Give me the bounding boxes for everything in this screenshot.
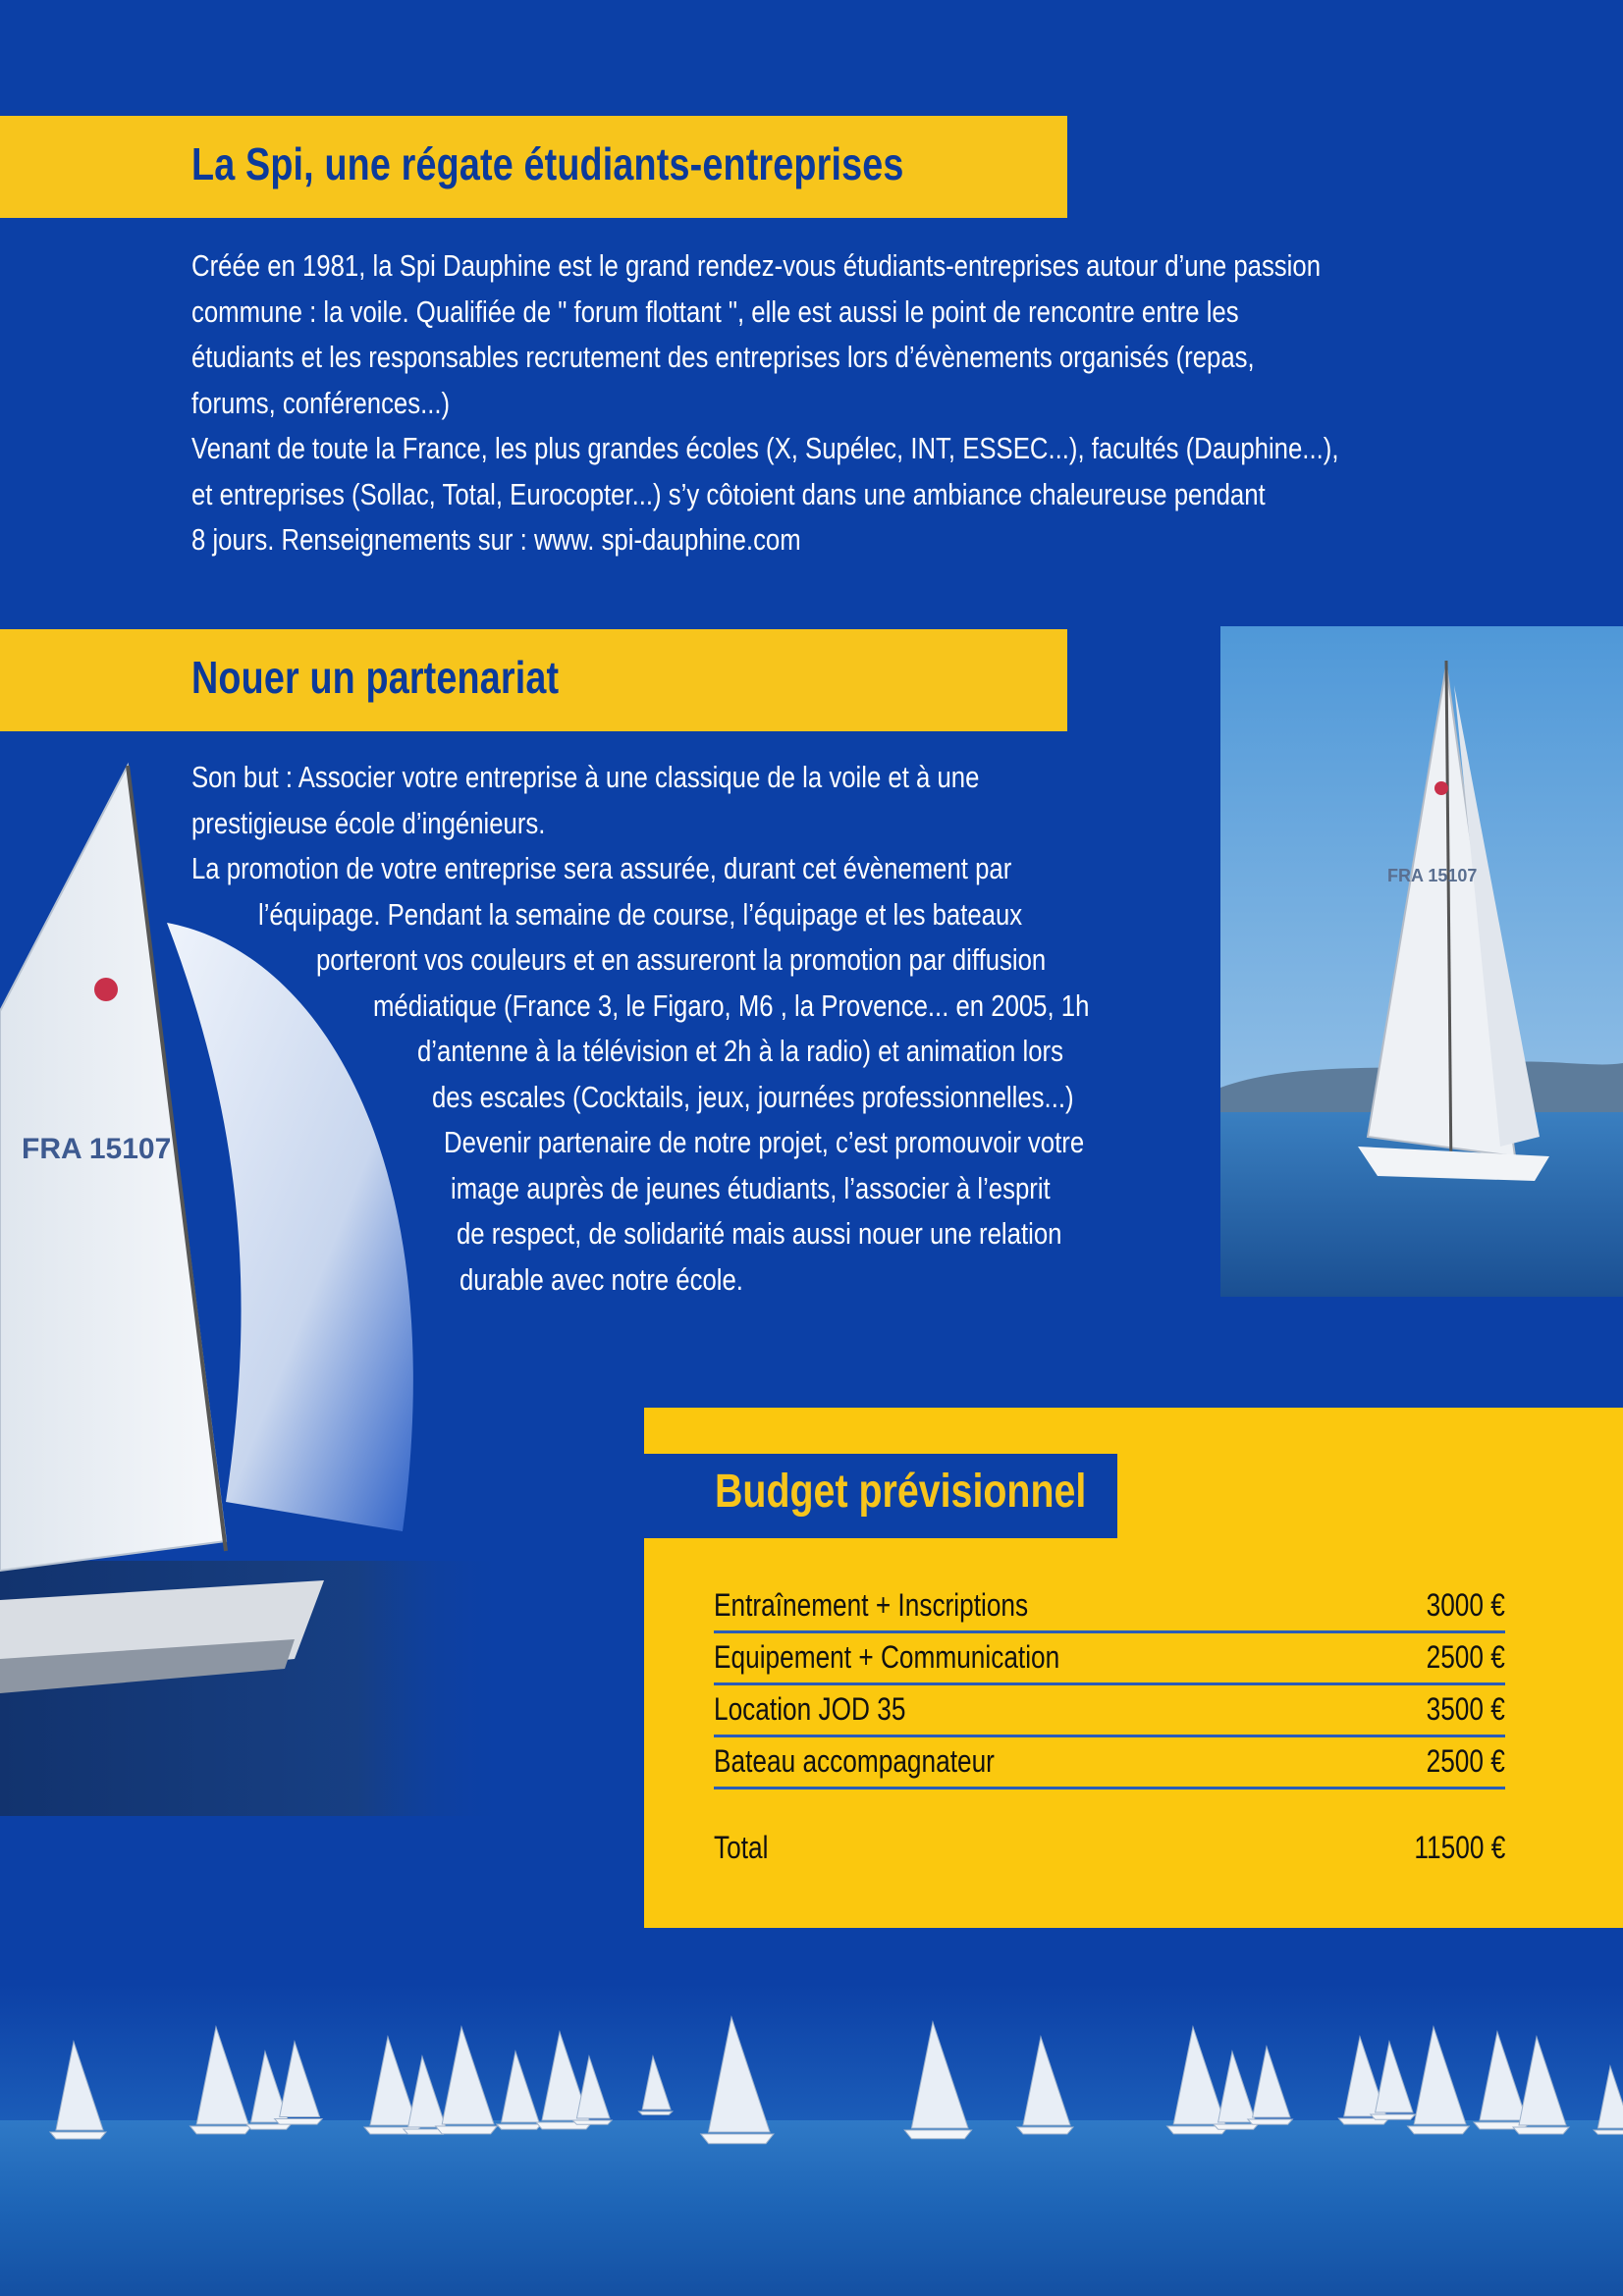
body-line: de respect, de solidarité mais aussi nouer une relation (456, 1216, 1062, 1251)
budget-row (714, 1635, 1505, 1685)
budget-item-label: Equipement + Communication (714, 1639, 1060, 1675)
sailboat-photo (1220, 626, 1623, 1297)
section-title-partenariat: Nouer un partenariat (191, 652, 560, 703)
budget-item-value: 3000 € (1426, 1587, 1505, 1623)
section-title-regate: La Spi, une régate étudiants-entreprises (191, 138, 904, 189)
budget-row (714, 1687, 1505, 1737)
body-line: et entreprises (Sollac, Total, Eurocopter...) s’y côtoient dans une ambiance chaleureuse pendant (191, 476, 1266, 511)
budget-title: Budget prévisionnel (715, 1466, 1087, 1518)
section-body-regate (191, 243, 1338, 563)
budget-item-value: 3500 € (1426, 1691, 1505, 1727)
body-line: étudiants et les responsables recrutement des entreprises lors d’évènements organisés (repas, (191, 340, 1255, 374)
budget-item-label: Entraînement + Inscriptions (714, 1587, 1029, 1623)
budget-item-label: Bateau accompagnateur (714, 1743, 995, 1779)
body-line: 8 jours. Renseignements sur : www. spi-dauphine.com (191, 522, 801, 557)
budget-item-value: 2500 € (1426, 1743, 1505, 1779)
section-title-bar-regate (0, 116, 1067, 218)
body-line: des escales (Cocktails, jeux, journées professionnelles...) (431, 1079, 1074, 1114)
body-line: durable avec notre école. (459, 1261, 743, 1297)
budget-total-row (714, 1826, 1505, 1873)
body-line: prestigieuse école d’ingénieurs. (191, 805, 546, 840)
body-line: d’antenne à la télévision et 2h à la radio) et animation lors (416, 1034, 1063, 1068)
body-line: image auprès de jeunes étudiants, l’associer à l’esprit (450, 1170, 1051, 1205)
body-line: Son but : Associer votre entreprise à une classique de la voile et à une (191, 760, 980, 794)
right-sail-number: FRA 15107 (1387, 866, 1478, 885)
body-line: Venant de toute la France, les plus grandes écoles (X, Supélec, INT, ESSEC...), facultés (Dauphine...), (191, 431, 1339, 465)
regatta-fleet-photo (0, 1983, 1623, 2296)
section-title-bar-partenariat (0, 629, 1067, 731)
budget-row (714, 1739, 1505, 1789)
body-line: médiatique (France 3, le Figaro, M6 , la Provence... en 2005, 1h (372, 988, 1090, 1023)
body-line: Devenir partenaire de notre projet, c’est promouvoir votre (443, 1125, 1085, 1159)
section-body-partenariat (191, 755, 1089, 1303)
body-line: porteront vos couleurs et en assureront la promotion par diffusion (315, 942, 1047, 977)
budget-item-label: Location JOD 35 (714, 1691, 906, 1727)
body-line: l’équipage. Pendant la semaine de course, l’équipage et les bateaux (257, 896, 1023, 932)
body-line: forums, conférences...) (191, 385, 451, 420)
budget-item-label: Total (714, 1830, 769, 1865)
budget-row (714, 1583, 1505, 1633)
budget-item-value: 11500 € (1414, 1830, 1505, 1865)
budget-item-value: 2500 € (1426, 1639, 1505, 1675)
body-line: commune : la voile. Qualifiée de " forum flottant ", elle est aussi le point de rencontre entre les (191, 294, 1239, 329)
body-line: La promotion de votre entreprise sera assurée, durant cet évènement par (191, 851, 1012, 885)
body-line: Créée en 1981, la Spi Dauphine est le grand rendez-vous étudiants-entreprises autour d’une passion (191, 248, 1322, 283)
left-sail-number: FRA 15107 (22, 1133, 172, 1165)
